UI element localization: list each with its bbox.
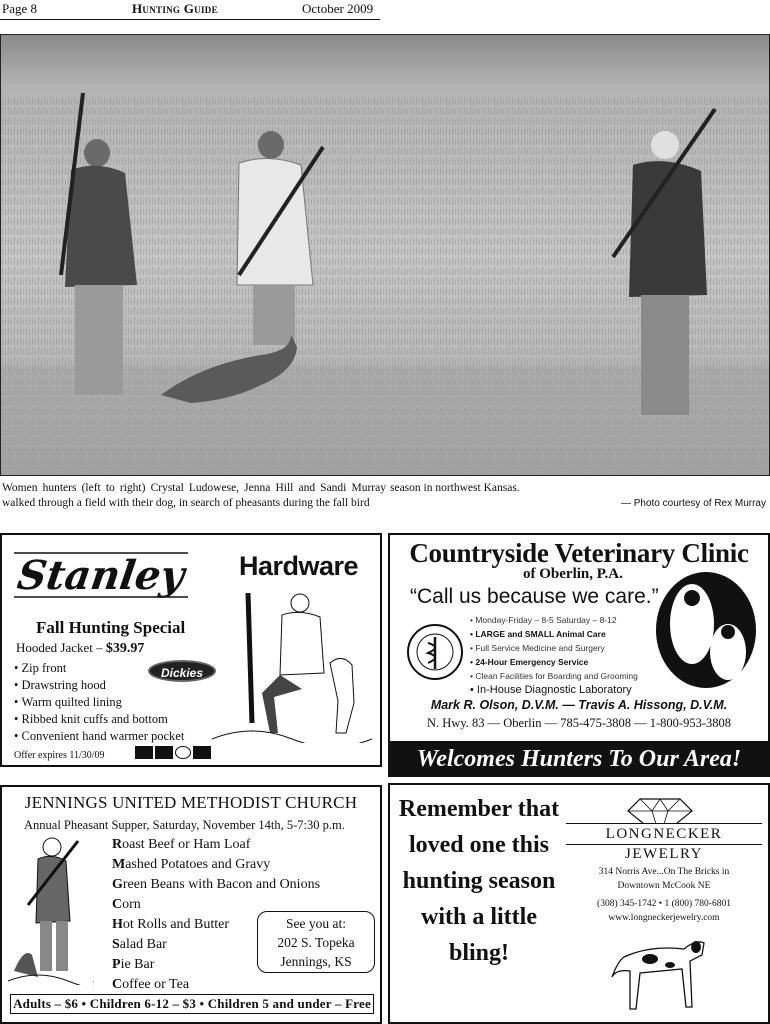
section-title: Hunting Guide	[132, 1, 218, 16]
stanley-logo-text: Stanley	[14, 552, 188, 599]
clinic-services	[470, 613, 638, 697]
menu-item: Roast Beef or Ham Loaf	[112, 837, 251, 852]
address-line: Downtown McCook NE	[617, 881, 711, 891]
jacket-price: $39.97	[105, 641, 145, 656]
feature-item: • Warm quilted lining	[14, 694, 184, 711]
hunter-with-dog-illustration	[8, 835, 94, 985]
feature-item: • Drawstring hood	[14, 677, 184, 694]
church-supper-ad	[0, 785, 382, 1024]
caption-right: season in northwest Kansas.	[390, 482, 520, 494]
card-icon	[193, 746, 211, 759]
card-icon	[135, 746, 153, 759]
feature-item: • Convenient hand warmer pocket	[14, 728, 184, 745]
ticket-prices: Adults – $6 • Children 6-12 – $3 • Children 5 and under – Free	[10, 994, 374, 1014]
service-item: • In-House Diagnostic Laboratory	[470, 683, 638, 697]
masthead	[0, 0, 380, 20]
seated-hunter-illustration	[212, 593, 372, 743]
feature-item: • Zip front	[14, 660, 184, 677]
bling-headline: Remember that loved one this hunting season with a little bling!	[398, 796, 560, 966]
payment-cards	[135, 746, 211, 759]
service-item: • Full Service Medicine and Surgery	[470, 641, 638, 655]
jacket-label: Hooded Jacket –	[16, 640, 103, 655]
veterinary-clinic-ad	[388, 533, 770, 777]
page-number: Page 8	[2, 1, 38, 16]
photo-credit: — Photo courtesy of Rex Murray	[620, 498, 766, 509]
location-box	[257, 911, 375, 973]
card-icon	[175, 746, 191, 759]
feature-item: • Ribbed knit cuffs and bottom	[14, 711, 184, 728]
clinic-name: Countryside Veterinary Clinic	[409, 538, 749, 568]
card-icon	[155, 746, 173, 759]
stanley-hardware-ad	[0, 533, 382, 767]
veterinary-seal-icon	[406, 623, 464, 681]
store-address	[566, 865, 762, 893]
hardware-title: Hardware	[239, 551, 359, 581]
service-item: • Monday-Friday – 8-5 Saturday – 8-12	[470, 613, 638, 627]
menu-item: Mashed Potatoes and Gravy	[112, 857, 271, 872]
dickies-badge: Dickies	[148, 660, 216, 682]
pointer-dog-illustration	[610, 921, 710, 1017]
clinic-doctors: Mark R. Olson, D.V.M. — Travis A. Hissong, D.V.M.	[430, 698, 728, 712]
jewelry-ad	[388, 783, 770, 1024]
stanley-logo	[12, 545, 202, 605]
menu-item: Coffee or Tea	[112, 977, 190, 992]
clinic-address: N. Hwy. 83 — Oberlin — 785-475-3808 — 1-800-953-3808	[426, 716, 732, 730]
welcome-banner: Welcomes Hunters To Our Area!	[390, 741, 768, 777]
clinic-motto: “Call us because we care.”	[410, 585, 659, 608]
location-street: 202 S. Topeka	[277, 935, 355, 950]
event-details: Annual Pheasant Supper, Saturday, November 14th, 5-7:30 p.m.	[24, 818, 345, 832]
special-heading: Fall Hunting Special	[36, 618, 186, 637]
service-item: • Clean Facilities for Boarding and Grooming	[470, 669, 638, 683]
jacket-features	[14, 660, 184, 745]
store-phone: (308) 345-1742 • 1 (800) 780-6801	[597, 899, 731, 909]
menu-item: Corn	[112, 897, 141, 912]
menu-item: Green Beans with Bacon and Onions	[112, 877, 321, 892]
service-item: • LARGE and SMALL Animal Care	[470, 627, 638, 641]
address-line: 314 Norris Ave...On The Bricks in	[598, 867, 730, 877]
church-name: JENNINGS UNITED METHODIST CHURCH	[24, 793, 358, 812]
animals-illustration	[652, 568, 760, 692]
caption-left: Women hunters (left to right) Crystal Ludowese, Jenna Hill and Sandi Murray walked through a field with their dog, in search of pheasants during the fall bird	[2, 482, 386, 509]
jacket-offer	[16, 640, 144, 657]
offer-expiry: Offer expires 11/30/09	[14, 750, 105, 761]
service-item: • 24-Hour Emergency Service	[470, 655, 638, 669]
hunters-photo	[0, 34, 770, 476]
issue-date: October 2009	[302, 1, 374, 16]
store-website: www.longneckerjewelry.com	[608, 913, 720, 923]
menu-item: Pie Bar	[112, 957, 155, 972]
location-label: See you at:	[286, 916, 346, 931]
menu-item: Salad Bar	[112, 937, 167, 952]
menu-item: Hot Rolls and Butter	[112, 917, 230, 932]
location-city: Jennings, KS	[280, 954, 352, 969]
store-name: LONGNECKER JEWELRY	[566, 823, 762, 845]
clinic-subtitle: of Oberlin, P.A.	[523, 566, 623, 582]
